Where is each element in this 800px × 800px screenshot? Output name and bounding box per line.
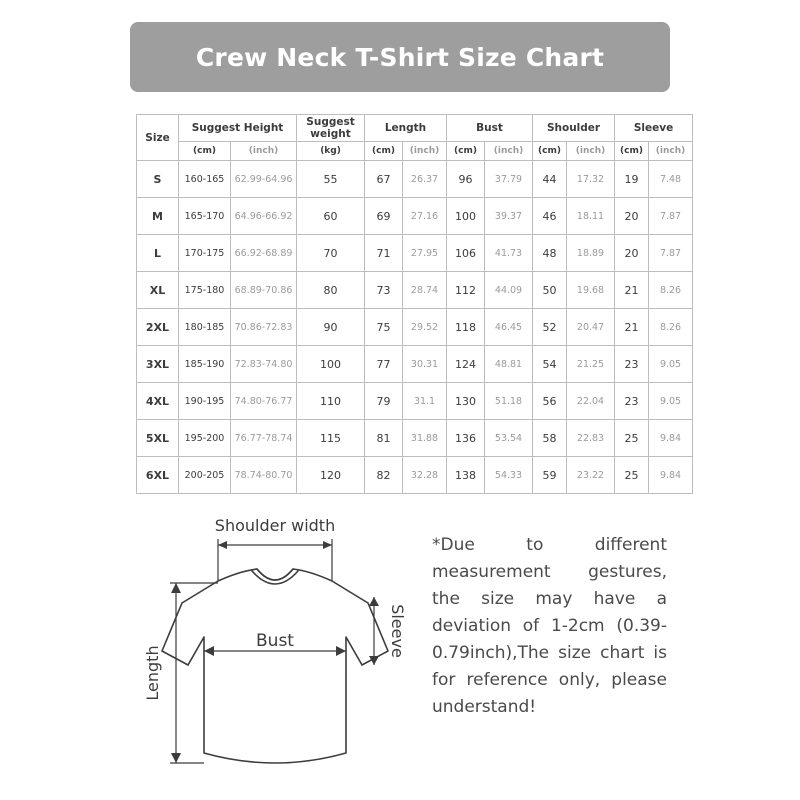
cell-height-cm: 165-170 (179, 198, 231, 235)
table-row (137, 309, 693, 346)
cell-bust-inch: 44.09 (485, 272, 533, 309)
cell-size: 5XL (137, 420, 179, 457)
unit-shoulder-cm: (cm) (533, 142, 567, 161)
cell-sleeve-inch: 9.84 (649, 457, 693, 494)
header-bust: Bust (447, 115, 533, 142)
cell-size: 3XL (137, 346, 179, 383)
cell-sleeve-inch: 9.05 (649, 346, 693, 383)
header-suggest-height: Suggest Height (179, 115, 297, 142)
cell-size: M (137, 198, 179, 235)
cell-weight-kg: 100 (297, 346, 365, 383)
cell-height-inch: 72.83-74.80 (231, 346, 297, 383)
cell-bust-cm: 138 (447, 457, 485, 494)
cell-length-inch: 29.52 (403, 309, 447, 346)
cell-height-cm: 185-190 (179, 346, 231, 383)
tshirt-measurement-diagram (130, 505, 420, 790)
cell-height-inch: 66.92-68.89 (231, 235, 297, 272)
cell-weight-kg: 90 (297, 309, 365, 346)
cell-height-inch: 76.77-78.74 (231, 420, 297, 457)
cell-shoulder-inch: 19.68 (567, 272, 615, 309)
cell-bust-inch: 51.18 (485, 383, 533, 420)
cell-sleeve-cm: 20 (615, 198, 649, 235)
cell-shoulder-inch: 23.22 (567, 457, 615, 494)
cell-weight-kg: 80 (297, 272, 365, 309)
cell-size: 4XL (137, 383, 179, 420)
cell-weight-kg: 120 (297, 457, 365, 494)
cell-shoulder-inch: 18.89 (567, 235, 615, 272)
table-row (137, 161, 693, 198)
page-title: Crew Neck T-Shirt Size Chart (195, 42, 605, 72)
cell-sleeve-cm: 21 (615, 309, 649, 346)
cell-shoulder-inch: 18.11 (567, 198, 615, 235)
unit-sleeve-cm: (cm) (615, 142, 649, 161)
cell-weight-kg: 70 (297, 235, 365, 272)
cell-weight-kg: 55 (297, 161, 365, 198)
unit-height-inch: (inch) (231, 142, 297, 161)
svg-text:Shoulder width: Shoulder width (214, 516, 336, 535)
cell-size: L (137, 235, 179, 272)
unit-bust-inch: (inch) (485, 142, 533, 161)
table-row (137, 420, 693, 457)
cell-bust-inch: 41.73 (485, 235, 533, 272)
cell-height-cm: 190-195 (179, 383, 231, 420)
cell-sleeve-inch: 7.87 (649, 235, 693, 272)
cell-shoulder-cm: 46 (533, 198, 567, 235)
cell-bust-inch: 46.45 (485, 309, 533, 346)
svg-text:Sleeve: Sleeve (388, 604, 407, 658)
cell-length-cm: 67 (365, 161, 403, 198)
disclaimer-note (432, 532, 667, 721)
cell-length-cm: 69 (365, 198, 403, 235)
cell-bust-inch: 54.33 (485, 457, 533, 494)
table-group-header-row (137, 115, 693, 142)
cell-bust-cm: 96 (447, 161, 485, 198)
cell-shoulder-cm: 54 (533, 346, 567, 383)
cell-sleeve-inch: 9.05 (649, 383, 693, 420)
svg-text:Length: Length (143, 645, 162, 701)
table-row (137, 457, 693, 494)
cell-sleeve-cm: 25 (615, 420, 649, 457)
cell-height-cm: 195-200 (179, 420, 231, 457)
table-unit-header-row (137, 142, 693, 161)
cell-shoulder-inch: 21.25 (567, 346, 615, 383)
cell-length-inch: 30.31 (403, 346, 447, 383)
table-row (137, 235, 693, 272)
cell-length-inch: 32.28 (403, 457, 447, 494)
cell-height-inch: 70.86-72.83 (231, 309, 297, 346)
cell-shoulder-cm: 52 (533, 309, 567, 346)
cell-size: S (137, 161, 179, 198)
cell-bust-inch: 53.54 (485, 420, 533, 457)
cell-length-inch: 28.74 (403, 272, 447, 309)
header-shoulder: Shoulder (533, 115, 615, 142)
cell-shoulder-cm: 50 (533, 272, 567, 309)
cell-weight-kg: 110 (297, 383, 365, 420)
svg-text:Bust: Bust (256, 631, 294, 651)
cell-length-cm: 82 (365, 457, 403, 494)
bottom-section (0, 500, 800, 800)
cell-size: 6XL (137, 457, 179, 494)
cell-bust-cm: 118 (447, 309, 485, 346)
size-table-container (136, 114, 686, 494)
table-row (137, 198, 693, 235)
cell-size: XL (137, 272, 179, 309)
cell-height-cm: 160-165 (179, 161, 231, 198)
cell-size: 2XL (137, 309, 179, 346)
cell-bust-cm: 106 (447, 235, 485, 272)
title-banner (130, 22, 670, 92)
cell-bust-cm: 100 (447, 198, 485, 235)
cell-sleeve-inch: 7.48 (649, 161, 693, 198)
cell-sleeve-cm: 23 (615, 346, 649, 383)
cell-height-inch: 74.80-76.77 (231, 383, 297, 420)
header-sleeve: Sleeve (615, 115, 693, 142)
table-row (137, 346, 693, 383)
cell-sleeve-inch: 8.26 (649, 272, 693, 309)
table-row (137, 272, 693, 309)
cell-sleeve-cm: 25 (615, 457, 649, 494)
cell-height-inch: 64.96-66.92 (231, 198, 297, 235)
cell-height-inch: 78.74-80.70 (231, 457, 297, 494)
cell-shoulder-inch: 22.83 (567, 420, 615, 457)
cell-shoulder-cm: 59 (533, 457, 567, 494)
cell-length-cm: 75 (365, 309, 403, 346)
cell-sleeve-cm: 20 (615, 235, 649, 272)
cell-height-cm: 170-175 (179, 235, 231, 272)
cell-height-cm: 175-180 (179, 272, 231, 309)
cell-length-inch: 31.1 (403, 383, 447, 420)
unit-height-cm: (cm) (179, 142, 231, 161)
cell-bust-cm: 130 (447, 383, 485, 420)
cell-shoulder-inch: 17.32 (567, 161, 615, 198)
unit-length-inch: (inch) (403, 142, 447, 161)
size-table (136, 114, 693, 494)
cell-height-cm: 180-185 (179, 309, 231, 346)
disclaimer-text: *Due to different measurement gestures, the size may have a deviation of 1-2cm (0.39-0.79inch),The size chart is for reference only, please understand! (432, 535, 667, 717)
cell-length-inch: 26.37 (403, 161, 447, 198)
cell-bust-cm: 136 (447, 420, 485, 457)
size-table-body (137, 161, 693, 494)
cell-bust-cm: 112 (447, 272, 485, 309)
cell-shoulder-cm: 58 (533, 420, 567, 457)
cell-sleeve-inch: 7.87 (649, 198, 693, 235)
unit-weight-kg: (kg) (297, 142, 365, 161)
cell-weight-kg: 60 (297, 198, 365, 235)
header-suggest-weight: Suggest weight (297, 115, 365, 142)
cell-bust-inch: 48.81 (485, 346, 533, 383)
cell-length-cm: 81 (365, 420, 403, 457)
cell-shoulder-cm: 56 (533, 383, 567, 420)
cell-shoulder-cm: 48 (533, 235, 567, 272)
cell-height-cm: 200-205 (179, 457, 231, 494)
unit-bust-cm: (cm) (447, 142, 485, 161)
unit-sleeve-inch: (inch) (649, 142, 693, 161)
cell-bust-inch: 39.37 (485, 198, 533, 235)
cell-sleeve-cm: 21 (615, 272, 649, 309)
cell-height-inch: 68.89-70.86 (231, 272, 297, 309)
cell-length-inch: 27.95 (403, 235, 447, 272)
cell-sleeve-inch: 8.26 (649, 309, 693, 346)
cell-height-inch: 62.99-64.96 (231, 161, 297, 198)
cell-bust-inch: 37.79 (485, 161, 533, 198)
cell-weight-kg: 115 (297, 420, 365, 457)
table-row (137, 383, 693, 420)
cell-length-cm: 79 (365, 383, 403, 420)
cell-length-cm: 71 (365, 235, 403, 272)
cell-length-inch: 27.16 (403, 198, 447, 235)
cell-shoulder-inch: 20.47 (567, 309, 615, 346)
unit-length-cm: (cm) (365, 142, 403, 161)
header-length: Length (365, 115, 447, 142)
cell-shoulder-inch: 22.04 (567, 383, 615, 420)
cell-sleeve-cm: 19 (615, 161, 649, 198)
unit-shoulder-inch: (inch) (567, 142, 615, 161)
cell-length-inch: 31.88 (403, 420, 447, 457)
cell-shoulder-cm: 44 (533, 161, 567, 198)
cell-sleeve-inch: 9.84 (649, 420, 693, 457)
header-size: Size (137, 115, 179, 161)
cell-length-cm: 73 (365, 272, 403, 309)
cell-sleeve-cm: 23 (615, 383, 649, 420)
cell-length-cm: 77 (365, 346, 403, 383)
cell-bust-cm: 124 (447, 346, 485, 383)
